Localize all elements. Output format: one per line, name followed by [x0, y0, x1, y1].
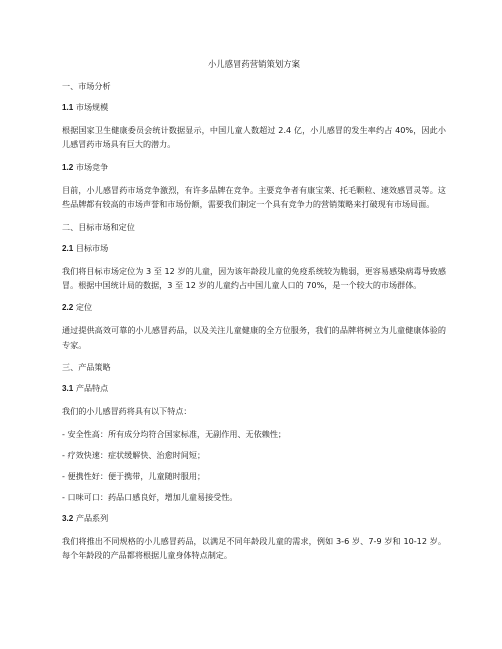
subsection-title: 产品系列 — [75, 512, 109, 523]
subsection-number: 2.1 — [62, 243, 74, 253]
paragraph: 根据国家卫生健康委员会统计数据显示，中国儿童人数超过 2.4 亿，小儿感冒的发生率约占 40%，因此小儿感冒药市场具有巨大的潜力。 — [62, 125, 446, 150]
paragraph: 通过提供高效可靠的小儿感冒药品，以及关注儿童健康的全方位服务，我们的品牌将树立为儿童健康体验的专家。 — [62, 325, 446, 350]
subsection-title: 市场规模 — [75, 102, 109, 112]
list-item: - 便携性好：便于携带，儿童随时服用； — [62, 470, 206, 481]
list-item: - 口味可口：药品口感良好，增加儿童易接受性。 — [62, 491, 238, 502]
paragraph: 我们将目标市场定位为 3 至 12 岁的儿童，因为该年龄段儿童的免疫系统较为脆弱，更容易感染病毒导致感冒。根据中国统计局的数据，3 至 12 岁的儿童约占中国儿童人口的 70%，是一个较大的市场群体。 — [62, 265, 446, 291]
section-heading: 三、产品策略 — [62, 362, 111, 373]
subsection-heading — [62, 301, 446, 314]
section-heading: 二、目标市场和定位 — [62, 221, 135, 232]
subsection-heading — [62, 382, 446, 395]
subsection-number: 3.1 — [62, 384, 74, 394]
subsection-title: 产品特点 — [75, 383, 109, 394]
paragraph: 我们的小儿感冒药将具有以下特点： — [62, 406, 192, 417]
subsection-number: 1.2 — [62, 162, 74, 172]
subsection-title: 市场竞争 — [75, 161, 109, 172]
subsection-title: 定位 — [75, 302, 93, 313]
subsection-number: 3.2 — [62, 513, 74, 523]
subsection-heading — [62, 242, 446, 255]
subsection-heading — [62, 512, 446, 525]
section-heading: 一、市场分析 — [62, 81, 111, 91]
subsection-heading — [62, 101, 446, 114]
document-body — [62, 58, 446, 571]
list-item: - 安全性高：所有成分均符合国家标准，无副作用、无依赖性； — [62, 428, 287, 439]
subsection-number: 2.2 — [62, 303, 74, 313]
list-item: - 疗效快速：症状缓解快、治愈时间短； — [62, 449, 206, 460]
document-title: 小儿感冒药营销策划方案 — [207, 59, 301, 69]
subsection-number: 1.1 — [62, 103, 74, 112]
paragraph: 目前，小儿感冒药市场竞争激烈，有许多品牌在竞争。主要竞争者有康宝莱、托毛颗粒、速效感冒灵等。这些品牌都有较高的市场声誉和市场份额，需要我们制定一个具有竞争力的营销策略来打破现有市场局面。 — [62, 184, 446, 210]
subsection-title: 目标市场 — [75, 242, 109, 253]
paragraph: 我们将推出不同规格的小儿感冒药品，以满足不同年龄段儿童的需求，例如 3-6 岁、7-9 岁和 10-12 岁。每个年龄段的产品都将根据儿童身体特点制定。 — [62, 535, 446, 561]
subsection-heading — [62, 161, 446, 174]
